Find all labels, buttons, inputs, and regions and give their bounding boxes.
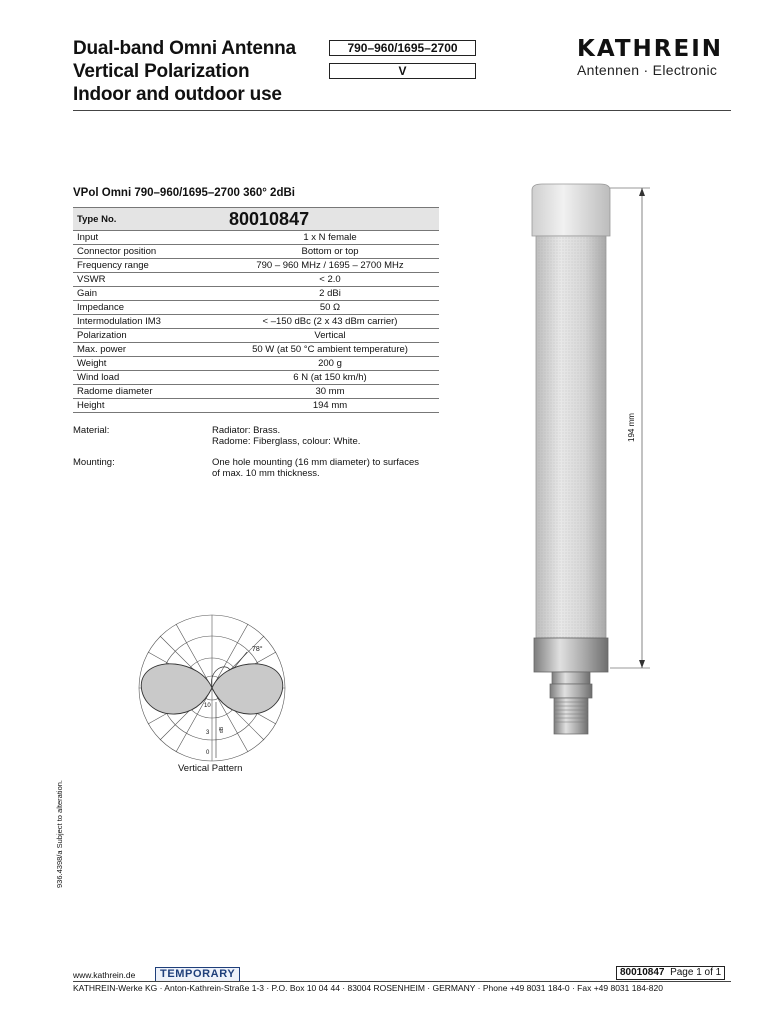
table-row (73, 399, 439, 413)
row-label: Gain (73, 287, 221, 301)
pattern-unit-label: dB (219, 726, 226, 734)
title-line-3: Indoor and outdoor use (73, 84, 282, 105)
row-value: Bottom or top (221, 245, 439, 259)
logo-tagline: Antennen · Electronic (577, 62, 718, 78)
type-no-label: Type No. (73, 208, 221, 231)
table-row (73, 273, 439, 287)
footer-rule (73, 981, 731, 982)
pattern-scale-0: 0 (206, 750, 210, 756)
row-label: Impedance (73, 301, 221, 315)
footer-page: Page 1 of 1 (670, 967, 722, 978)
table-row (73, 259, 439, 273)
row-value: 790 – 960 MHz / 1695 – 2700 MHz (221, 259, 439, 273)
row-label: Connector position (73, 245, 221, 259)
row-value: Vertical (221, 329, 439, 343)
row-value: 2 dBi (221, 287, 439, 301)
table-row (73, 329, 439, 343)
row-label: Intermodulation IM3 (73, 315, 221, 329)
mounting-line-1: One hole mounting (16 mm diameter) to surfaces (212, 457, 419, 468)
table-row (73, 301, 439, 315)
row-label: VSWR (73, 273, 221, 287)
side-note: 936.4398/a Subject to alteration. (55, 780, 64, 888)
row-value: 194 mm (221, 399, 439, 413)
mounting-line-2: of max. 10 mm thickness. (212, 468, 320, 479)
pattern-caption: Vertical Pattern (178, 763, 243, 774)
row-label: Height (73, 399, 221, 413)
antenna-illustration (520, 180, 680, 740)
pattern-scale-3: 3 (206, 730, 210, 736)
row-label: Frequency range (73, 259, 221, 273)
frequency-box: 790–960/1695–2700 (329, 40, 476, 56)
row-value: 6 N (at 150 km/h) (221, 371, 439, 385)
pattern-angle-label: 78° (252, 646, 263, 653)
vertical-pattern-diagram (130, 610, 300, 762)
row-label: Weight (73, 357, 221, 371)
pattern-scale-10: 10 (204, 703, 211, 709)
row-value: 30 mm (221, 385, 439, 399)
header-rule (73, 110, 731, 111)
row-value: 50 W (at 50 °C ambient temperature) (221, 343, 439, 357)
polarization-box: V (329, 63, 476, 79)
row-label: Wind load (73, 371, 221, 385)
title-line-1: Dual-band Omni Antenna (73, 38, 296, 59)
row-value: 1 x N female (221, 231, 439, 245)
row-label: Input (73, 231, 221, 245)
table-row (73, 287, 439, 301)
footer-address: KATHREIN-Werke KG · Anton-Kathrein-Straße 1-3 · P.O. Box 10 04 44 · 83004 ROSENHEIM · GERMANY · Phone +49 8031 184-0 · Fax +49 8031 184-820 (73, 983, 663, 993)
row-label: Polarization (73, 329, 221, 343)
spec-table (73, 207, 439, 413)
material-line-2: Radome: Fiberglass, colour: White. (212, 436, 361, 447)
row-label: Radome diameter (73, 385, 221, 399)
dimension-label: 194 mm (627, 413, 636, 442)
table-header-row (73, 208, 439, 231)
page-box (616, 966, 725, 980)
table-row (73, 357, 439, 371)
table-row (73, 371, 439, 385)
row-value: 200 g (221, 357, 439, 371)
footer-website[interactable]: www.kathrein.de (73, 970, 136, 980)
mounting-label: Mounting: (73, 457, 115, 468)
row-value: < –150 dBc (2 x 43 dBm carrier) (221, 315, 439, 329)
table-row (73, 385, 439, 399)
table-row (73, 231, 439, 245)
table-row (73, 315, 439, 329)
material-line-1: Radiator: Brass. (212, 425, 281, 436)
row-label: Max. power (73, 343, 221, 357)
temporary-badge: TEMPORARY (155, 967, 240, 982)
row-value: < 2.0 (221, 273, 439, 287)
table-row (73, 343, 439, 357)
title-line-2: Vertical Polarization (73, 61, 250, 82)
footer-part-number: 80010847 (620, 967, 665, 978)
table-row (73, 245, 439, 259)
material-label: Material: (73, 425, 110, 436)
row-value: 50 Ω (221, 301, 439, 315)
type-no-value: 80010847 (221, 208, 439, 231)
kathrein-logo: KATHREIN (577, 36, 724, 62)
section-title: VPol Omni 790–960/1695–2700 360° 2dBi (73, 187, 295, 199)
